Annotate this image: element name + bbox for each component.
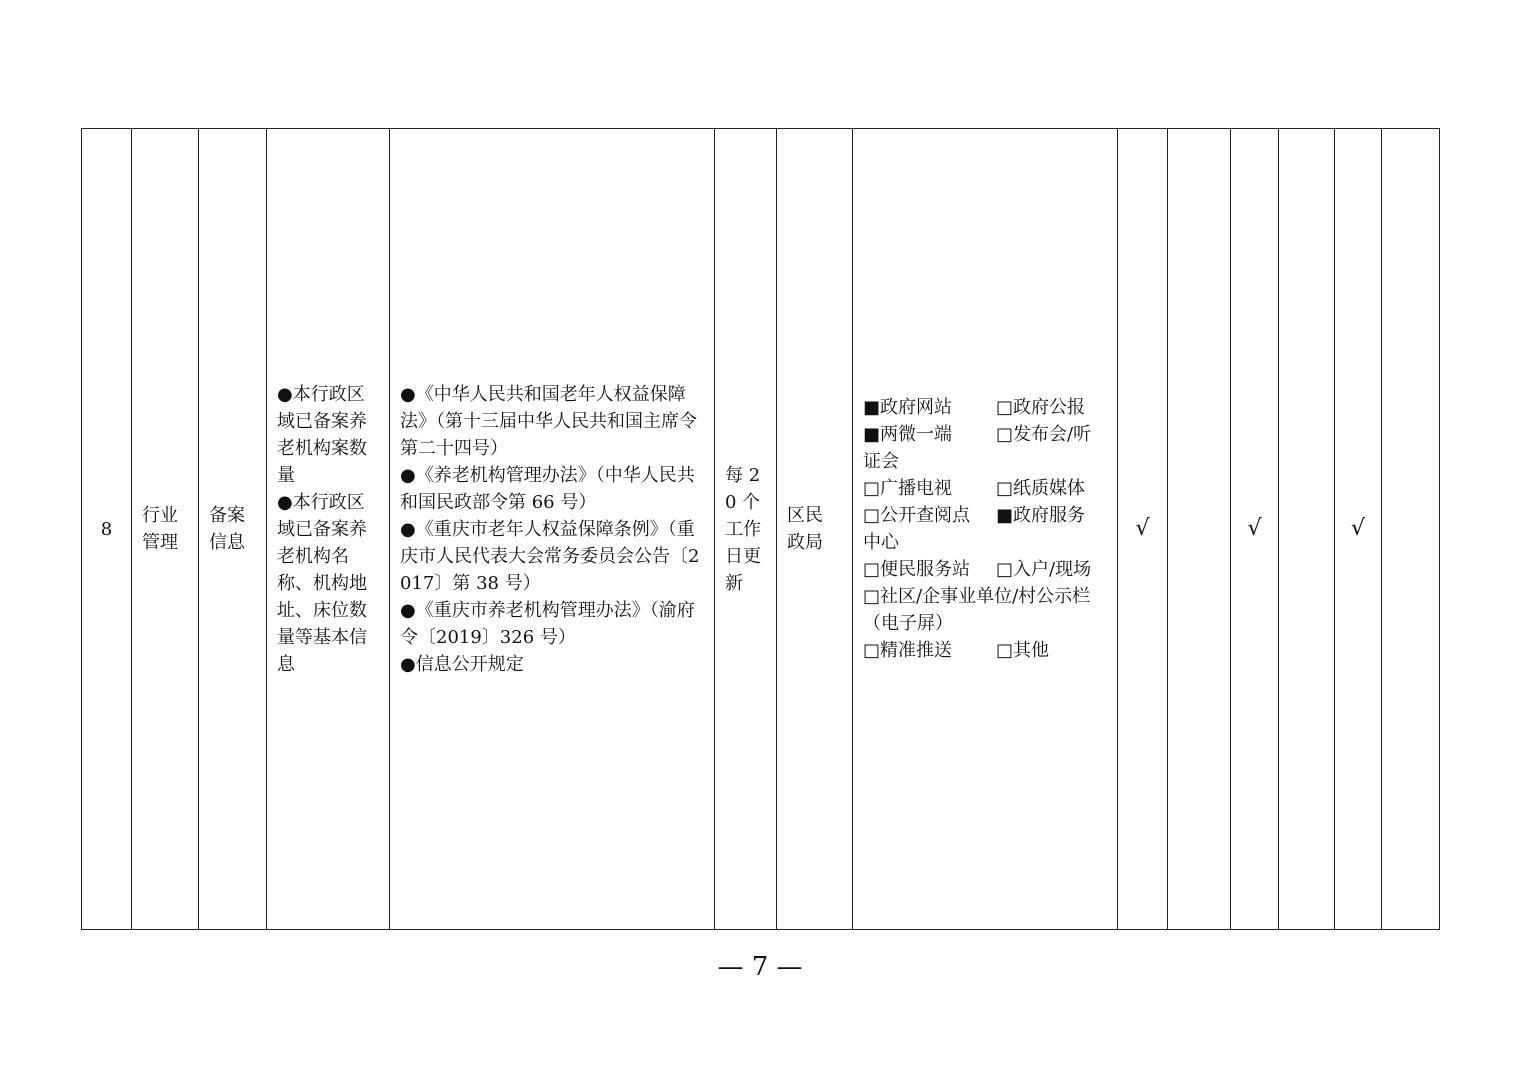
checkmark: √ <box>1135 516 1150 541</box>
basis-item-4: ●《重庆市养老机构管理办法》（渝府令〔2019〕326 号） <box>400 599 695 648</box>
channel-public-reading-point: □公开查阅点 <box>863 505 971 526</box>
check-cell-3 <box>1231 129 1279 930</box>
content-item-2: ●本行政区域已备案养老机构名称、机构地址、床位数量等基本信息 <box>277 491 367 675</box>
item-text-line1: 备案 <box>209 505 245 526</box>
item-cell <box>199 129 267 930</box>
checkmark: √ <box>1247 516 1262 541</box>
channel-gov-website: ■政府网站 <box>863 397 953 418</box>
channel-other: □其他 <box>996 640 1050 661</box>
channel-press-conference-cont: 证会 <box>863 451 899 472</box>
channel-community-board: □社区/企事业单位/村公示栏（电子屏） <box>863 586 1091 634</box>
channel-broadcast-tv: □广播电视 <box>863 478 953 499</box>
subject-text-line2: 政局 <box>787 532 823 553</box>
row-number: 8 <box>100 518 113 540</box>
check-cell-6 <box>1382 129 1440 930</box>
disclosure-table <box>81 128 1440 930</box>
basis-item-5: ●信息公开规定 <box>400 653 524 675</box>
channels-cell <box>853 129 1118 930</box>
channel-gov-service: ■政府服务 <box>996 505 1086 526</box>
category-text-line1: 行业 <box>142 505 178 526</box>
channel-press-conference: □发布会/听 <box>996 424 1092 445</box>
channel-gov-gazette: □政府公报 <box>996 397 1086 418</box>
channel-convenience-station: □便民服务站 <box>863 559 971 580</box>
basis-item-1: ●《中华人民共和国老年人权益保障法》（第十三届中华人民共和国主席令第二十四号） <box>400 383 697 459</box>
channels-list <box>863 394 1107 664</box>
channel-wechat-weibo-app: ■两微一端 <box>863 424 953 445</box>
basis-item-3: ●《重庆市老年人权益保障条例》（重庆市人民代表大会常务委员会公告〔2017〕第 38 号） <box>400 518 700 594</box>
category-text-line2: 管理 <box>142 532 178 553</box>
channel-row <box>863 394 1107 421</box>
table-row <box>82 129 1440 930</box>
channel-row <box>863 421 1107 448</box>
channel-row <box>863 502 1107 529</box>
channel-row <box>863 556 1107 583</box>
subject-text-line1: 区民 <box>787 505 823 526</box>
page-number: — 7 — <box>717 952 803 982</box>
channel-precise-push: □精准推送 <box>863 640 953 661</box>
check-cell-1 <box>1118 129 1168 930</box>
channel-door-to-door: □入户/现场 <box>996 559 1092 580</box>
timing-cell <box>715 129 777 930</box>
subject-cell <box>777 129 853 930</box>
checkmark: √ <box>1350 516 1366 541</box>
channel-row <box>863 475 1107 502</box>
channel-row <box>863 637 1107 664</box>
channel-gov-service-cont: 中心 <box>863 532 899 553</box>
category-cell <box>132 129 199 930</box>
content-item-1: ●本行政区域已备案养老机构案数量 <box>277 383 367 486</box>
row-number-cell <box>82 129 132 930</box>
basis-cell <box>390 129 715 930</box>
check-cell-4 <box>1279 129 1335 930</box>
item-text-line2: 信息 <box>209 532 245 553</box>
check-cell-2 <box>1168 129 1231 930</box>
channel-print-media: □纸质媒体 <box>996 478 1086 499</box>
content-cell <box>267 129 390 930</box>
check-cell-5 <box>1335 129 1382 930</box>
timing-text: 每 20 个工作日更新 <box>725 464 761 594</box>
basis-item-2: ●《养老机构管理办法》（中华人民共和国民政部令第 66 号） <box>400 464 695 513</box>
